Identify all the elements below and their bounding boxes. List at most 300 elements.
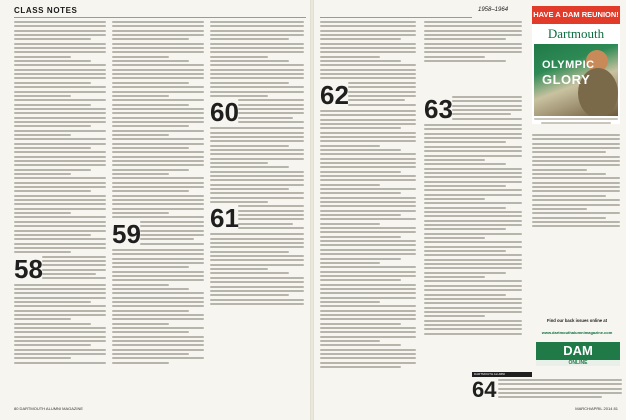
text-line xyxy=(210,246,304,248)
text-line xyxy=(14,292,106,294)
text-line xyxy=(532,190,620,192)
text-line xyxy=(238,121,304,123)
text-line xyxy=(532,208,587,210)
text-line xyxy=(424,207,506,209)
text-line xyxy=(112,357,204,359)
text-line xyxy=(210,47,304,49)
text-line xyxy=(14,190,91,192)
text-line xyxy=(320,149,401,151)
text-line xyxy=(320,362,416,364)
text-line xyxy=(424,237,485,239)
text-line xyxy=(424,60,506,62)
text-line xyxy=(452,113,511,115)
text-line xyxy=(320,271,416,273)
text-line xyxy=(320,223,380,225)
text-line xyxy=(210,238,304,240)
text-line xyxy=(320,136,416,138)
text-line xyxy=(112,47,204,49)
text-line xyxy=(210,51,304,53)
text-line xyxy=(112,182,204,184)
text-line xyxy=(320,153,416,155)
text-line xyxy=(14,34,106,36)
text-line xyxy=(112,125,189,127)
text-line xyxy=(320,349,416,351)
text-line xyxy=(238,104,304,106)
text-line xyxy=(14,143,106,145)
text-line xyxy=(320,123,416,125)
column-left-3 xyxy=(210,21,304,307)
text-line xyxy=(112,56,169,58)
text-line xyxy=(348,86,416,88)
text-line xyxy=(112,199,204,201)
text-line xyxy=(320,69,416,71)
text-line xyxy=(320,114,416,116)
text-line xyxy=(348,82,416,84)
text-line xyxy=(320,292,416,294)
text-line xyxy=(112,121,204,123)
text-line xyxy=(42,277,106,279)
text-line xyxy=(210,268,268,270)
text-line xyxy=(424,181,522,183)
text-line xyxy=(320,43,416,45)
text-line xyxy=(112,177,204,179)
text-line xyxy=(424,250,506,252)
text-line xyxy=(210,145,289,147)
text-line xyxy=(14,288,106,290)
text-line xyxy=(210,132,304,134)
reunion-ad-logo: Dartmouth xyxy=(547,26,605,41)
column-right-1 xyxy=(320,21,416,370)
text-line xyxy=(112,51,204,53)
class-number-61: 61 xyxy=(210,203,239,234)
text-line xyxy=(498,392,622,394)
text-line xyxy=(532,160,620,162)
text-line xyxy=(210,281,304,283)
text-line xyxy=(320,236,401,238)
text-line xyxy=(238,223,293,225)
text-line xyxy=(112,271,204,273)
text-line xyxy=(112,130,204,132)
header-rule-left xyxy=(14,17,306,18)
class-number-62: 62 xyxy=(320,79,349,110)
text-line xyxy=(238,117,293,119)
text-line xyxy=(320,214,401,216)
text-line xyxy=(424,298,522,300)
column-right-3 xyxy=(532,134,620,230)
text-line xyxy=(112,279,204,281)
text-line xyxy=(14,173,71,175)
text-line xyxy=(320,266,416,268)
text-line xyxy=(112,292,204,294)
text-line xyxy=(14,160,106,162)
text-line xyxy=(112,34,204,36)
text-line xyxy=(320,38,401,40)
text-line xyxy=(42,273,96,275)
class-note-62 xyxy=(320,79,416,110)
text-line xyxy=(112,25,204,27)
text-line xyxy=(348,99,405,101)
text-line xyxy=(320,184,380,186)
text-line xyxy=(424,128,522,130)
text-line xyxy=(320,336,416,338)
text-line xyxy=(14,331,106,333)
text-line xyxy=(112,253,204,255)
text-line xyxy=(320,240,416,242)
text-line xyxy=(112,38,189,40)
text-line xyxy=(320,301,380,303)
class-note-58 xyxy=(14,253,106,284)
text-line xyxy=(320,171,401,173)
text-line xyxy=(320,210,416,212)
text-line xyxy=(112,156,204,158)
text-line xyxy=(320,179,416,181)
text-line xyxy=(112,249,204,251)
text-line xyxy=(14,108,106,110)
text-line xyxy=(14,199,106,201)
text-line xyxy=(320,327,416,329)
text-line xyxy=(14,125,91,127)
text-line xyxy=(210,73,304,75)
text-line xyxy=(42,256,106,258)
text-line xyxy=(210,153,304,155)
text-line xyxy=(320,192,401,194)
text-line xyxy=(112,134,169,136)
text-line xyxy=(320,21,416,23)
class-number-64: 64 xyxy=(472,377,497,402)
text-line xyxy=(320,275,416,277)
text-line xyxy=(532,221,620,223)
text-line xyxy=(14,323,91,325)
text-line xyxy=(424,185,506,187)
text-line xyxy=(498,396,602,398)
text-line xyxy=(112,314,204,316)
text-line xyxy=(14,73,106,75)
text-line xyxy=(14,134,71,136)
text-line xyxy=(424,159,485,161)
text-line xyxy=(112,323,169,325)
text-line xyxy=(140,234,204,236)
online-ad-url[interactable]: www.dartmouthalumnimagazine.com xyxy=(541,330,613,335)
text-line xyxy=(112,190,189,192)
class-note-61 xyxy=(210,205,304,233)
text-line xyxy=(424,25,522,27)
text-line xyxy=(238,227,304,229)
text-line xyxy=(424,133,522,135)
text-line xyxy=(320,353,416,355)
text-line xyxy=(112,151,204,153)
text-line xyxy=(238,210,304,212)
text-line xyxy=(424,211,522,213)
text-line xyxy=(424,272,506,274)
class-note-63 xyxy=(424,96,522,124)
text-line xyxy=(14,340,106,342)
text-line xyxy=(14,60,91,62)
text-line xyxy=(210,294,289,296)
text-line xyxy=(424,324,522,326)
text-line xyxy=(210,136,304,138)
text-line xyxy=(210,30,304,32)
text-line xyxy=(452,100,522,102)
text-line xyxy=(320,258,401,260)
text-line xyxy=(112,30,204,32)
text-line xyxy=(14,251,71,253)
text-line xyxy=(320,162,416,164)
reunion-ad-headline: HAVE A DAM REUNION! xyxy=(532,6,620,24)
text-line xyxy=(210,166,289,168)
text-line xyxy=(320,56,380,58)
text-line xyxy=(532,147,620,149)
text-line xyxy=(532,212,620,214)
column-left-2 xyxy=(112,21,204,366)
text-line xyxy=(532,204,620,206)
text-line xyxy=(532,169,587,171)
text-line xyxy=(210,21,304,23)
text-line xyxy=(320,145,380,147)
text-line xyxy=(424,124,522,126)
text-line xyxy=(14,344,91,346)
text-line xyxy=(320,253,416,255)
class-number-59: 59 xyxy=(112,218,141,249)
text-line xyxy=(210,86,304,88)
text-line xyxy=(140,238,194,240)
column-right-2 xyxy=(424,21,522,337)
text-line xyxy=(424,163,506,165)
text-line xyxy=(320,227,416,229)
text-line xyxy=(424,233,522,235)
text-line xyxy=(112,266,189,268)
text-line xyxy=(424,51,522,53)
text-line xyxy=(210,286,304,288)
text-line xyxy=(14,69,106,71)
folio-right: MARCH/APRIL 2014 81 xyxy=(575,406,618,411)
text-line xyxy=(348,95,416,97)
text-line xyxy=(424,168,522,170)
text-line xyxy=(320,175,416,177)
text-line xyxy=(424,307,522,309)
text-line xyxy=(14,21,106,23)
text-line xyxy=(424,246,522,248)
text-line xyxy=(14,151,106,153)
text-line xyxy=(14,353,106,355)
text-line xyxy=(320,201,416,203)
text-line xyxy=(112,160,204,162)
text-line xyxy=(424,21,522,23)
text-line xyxy=(532,138,620,140)
text-line xyxy=(14,357,71,359)
text-line xyxy=(14,234,91,236)
text-line xyxy=(424,215,522,217)
text-line xyxy=(210,149,304,151)
text-line xyxy=(498,379,622,381)
text-line xyxy=(320,25,416,27)
text-line xyxy=(112,288,189,290)
text-line xyxy=(424,176,522,178)
text-line xyxy=(320,119,416,121)
text-line xyxy=(112,349,204,351)
text-line xyxy=(238,218,304,220)
text-line xyxy=(210,77,304,79)
text-line xyxy=(532,156,620,158)
text-line xyxy=(112,82,189,84)
text-line xyxy=(14,77,106,79)
text-line xyxy=(532,143,620,145)
text-line xyxy=(532,186,620,188)
text-line xyxy=(320,110,416,112)
reunion-ad-photo xyxy=(534,44,618,116)
text-line xyxy=(320,262,380,264)
text-line xyxy=(320,366,401,368)
text-line xyxy=(14,327,106,329)
online-ad-text: Find our back issues online at xyxy=(546,318,608,323)
text-line xyxy=(14,30,106,32)
text-line xyxy=(320,344,401,346)
text-line xyxy=(112,73,204,75)
text-line xyxy=(320,297,416,299)
text-line xyxy=(424,38,506,40)
text-line xyxy=(424,194,522,196)
page-gutter xyxy=(310,0,314,420)
text-line xyxy=(238,112,304,114)
photo-caption-word-1: OLYMPIC xyxy=(542,59,595,71)
header-rule-right xyxy=(320,17,472,18)
text-line xyxy=(238,99,304,101)
class-note-59 xyxy=(112,218,204,249)
section-bar: DARTMOUTH ALUMNI xyxy=(472,372,532,377)
text-line xyxy=(210,56,268,58)
text-line xyxy=(320,34,416,36)
text-line xyxy=(14,112,106,114)
text-line xyxy=(112,327,204,329)
text-line xyxy=(14,121,106,123)
text-line xyxy=(210,277,304,279)
text-line xyxy=(210,69,304,71)
text-line xyxy=(112,104,189,106)
text-line xyxy=(320,73,416,75)
text-line xyxy=(112,169,189,171)
text-line xyxy=(320,158,416,160)
text-line xyxy=(424,285,522,287)
text-line xyxy=(424,150,522,152)
text-line xyxy=(210,259,304,261)
class-number-60: 60 xyxy=(210,97,239,128)
text-line xyxy=(424,302,522,304)
text-line xyxy=(14,349,106,351)
text-line xyxy=(452,118,522,120)
text-line xyxy=(424,320,522,322)
online-ad-logo-sub: ONLINE xyxy=(536,360,620,366)
text-line xyxy=(424,34,522,36)
text-line xyxy=(112,344,204,346)
text-line xyxy=(320,331,416,333)
text-line xyxy=(532,177,620,179)
text-line xyxy=(532,199,620,201)
text-line xyxy=(320,166,416,168)
text-line xyxy=(14,314,106,316)
text-line xyxy=(320,284,416,286)
text-line xyxy=(14,284,106,286)
text-line xyxy=(210,188,289,190)
online-ad-logo[interactable] xyxy=(536,342,620,366)
text-line xyxy=(112,95,169,97)
text-line xyxy=(210,60,289,62)
text-line xyxy=(532,151,606,153)
text-line xyxy=(210,233,304,235)
text-line xyxy=(210,272,289,274)
text-line xyxy=(532,134,620,136)
text-line xyxy=(112,60,189,62)
text-line xyxy=(424,254,522,256)
text-line xyxy=(424,276,485,278)
text-line xyxy=(424,30,522,32)
text-line xyxy=(532,164,620,166)
text-line xyxy=(320,188,416,190)
text-line xyxy=(320,288,416,290)
text-line xyxy=(112,301,204,303)
text-line xyxy=(424,333,522,335)
text-line xyxy=(14,56,71,58)
class-number-63: 63 xyxy=(424,94,453,125)
text-line xyxy=(424,189,522,191)
text-line xyxy=(14,138,106,140)
text-line xyxy=(14,147,91,149)
text-line xyxy=(532,225,620,227)
column-right-bottom xyxy=(472,379,622,403)
text-line xyxy=(112,21,204,23)
text-line xyxy=(210,179,304,181)
text-line xyxy=(112,91,204,93)
text-line xyxy=(112,284,169,286)
text-line xyxy=(210,251,289,253)
text-line xyxy=(112,143,204,145)
text-line xyxy=(210,299,304,301)
text-line xyxy=(424,155,522,157)
online-ad-logo-main: DAM xyxy=(563,343,593,358)
text-line xyxy=(14,208,106,210)
text-line xyxy=(14,177,106,179)
text-line xyxy=(210,127,304,129)
text-line xyxy=(320,305,416,307)
text-line xyxy=(210,140,304,142)
text-line xyxy=(140,221,204,223)
text-line xyxy=(112,340,204,342)
text-line xyxy=(210,264,304,266)
text-line xyxy=(14,301,91,303)
text-line xyxy=(320,314,416,316)
text-line xyxy=(14,25,106,27)
text-line xyxy=(14,64,106,66)
text-line xyxy=(532,217,606,219)
text-line xyxy=(320,218,416,220)
text-line xyxy=(112,112,204,114)
text-line xyxy=(140,243,204,245)
text-line xyxy=(424,289,522,291)
text-line xyxy=(424,43,522,45)
text-line xyxy=(348,104,416,106)
text-line xyxy=(112,99,204,101)
text-line xyxy=(14,243,106,245)
text-line xyxy=(112,138,204,140)
text-line xyxy=(14,164,106,166)
column-left-1 xyxy=(14,21,106,366)
text-line xyxy=(424,224,522,226)
text-line xyxy=(320,279,401,281)
text-line xyxy=(210,43,304,45)
text-line xyxy=(210,162,268,164)
text-line xyxy=(532,182,620,184)
text-line xyxy=(14,195,106,197)
text-line xyxy=(424,146,522,148)
text-line xyxy=(112,310,189,312)
